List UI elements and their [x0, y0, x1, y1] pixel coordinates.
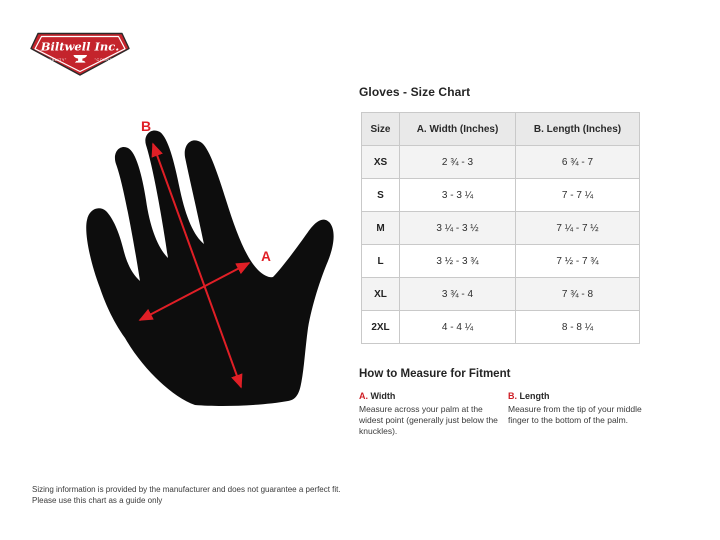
measure-length-item — [508, 391, 647, 437]
label-a: A — [261, 249, 271, 264]
length-value: 7 ¾ - 8 — [516, 278, 640, 311]
measure-width-description: Measure across your palm at the widest point (generally just below the knuckles). — [359, 404, 498, 437]
length-value: 7 ¼ - 7 ½ — [516, 212, 640, 245]
measure-width-prefix: A. — [359, 391, 368, 401]
disclaimer-line-1: Sizing information is provided by the manufacturer and does not guarantee a perfect fit. — [32, 485, 341, 494]
size-value: S — [362, 179, 400, 212]
measure-width-label: Width — [370, 391, 396, 401]
length-value: 7 - 7 ¼ — [516, 179, 640, 212]
disclaimer-line-2: Please use this chart as a guide only — [32, 496, 163, 506]
table-row — [362, 245, 640, 278]
size-value: XS — [362, 146, 400, 179]
measure-length-heading — [508, 391, 647, 401]
hand-silhouette — [86, 130, 333, 405]
size-value: L — [362, 245, 400, 278]
table-row — [362, 311, 640, 344]
logo-brand-text: Biltwell Inc. — [40, 39, 120, 54]
measure-width-heading — [359, 391, 498, 401]
how-to-measure-title: How to Measure for Fitment — [359, 368, 511, 380]
label-b: B — [140, 118, 152, 134]
measure-length-label: Length — [519, 391, 550, 401]
size-chart-title: Gloves - Size Chart — [359, 85, 471, 99]
col-header-length: B. Length (Inches) — [516, 113, 640, 146]
table-header-row — [362, 113, 640, 146]
width-value: 3 - 3 ¼ — [400, 179, 516, 212]
size-chart-table — [361, 112, 640, 344]
length-value: 8 - 8 ¼ — [516, 311, 640, 344]
width-value: 2 ¾ - 3 — [400, 146, 516, 179]
biltwell-logo — [30, 31, 130, 77]
col-header-size: Size — [362, 113, 400, 146]
length-value: 7 ½ - 7 ¾ — [516, 245, 640, 278]
size-value: 2XL — [362, 311, 400, 344]
table-row — [362, 278, 640, 311]
logo-tagline-quality: "QUALITY" — [43, 58, 67, 62]
size-value: XL — [362, 278, 400, 311]
measure-length-prefix: B. — [508, 391, 517, 401]
table-row — [362, 212, 640, 245]
measure-length-description: Measure from the tip of your middle finger to the bottom of the palm. — [508, 404, 642, 426]
disclaimer — [32, 484, 341, 506]
table-row — [362, 179, 640, 212]
hand-measurement-diagram — [80, 100, 340, 415]
width-value: 3 ¾ - 4 — [400, 278, 516, 311]
width-value: 3 ¼ - 3 ½ — [400, 212, 516, 245]
table-row — [362, 146, 640, 179]
width-value: 3 ½ - 3 ¾ — [400, 245, 516, 278]
col-header-width: A. Width (Inches) — [400, 113, 516, 146]
how-to-measure-section — [359, 368, 649, 437]
length-value: 6 ¾ - 7 — [516, 146, 640, 179]
size-value: M — [362, 212, 400, 245]
measure-width-item — [359, 391, 498, 437]
logo-tagline-counts: "COUNTS" — [94, 58, 118, 62]
width-value: 4 - 4 ¼ — [400, 311, 516, 344]
